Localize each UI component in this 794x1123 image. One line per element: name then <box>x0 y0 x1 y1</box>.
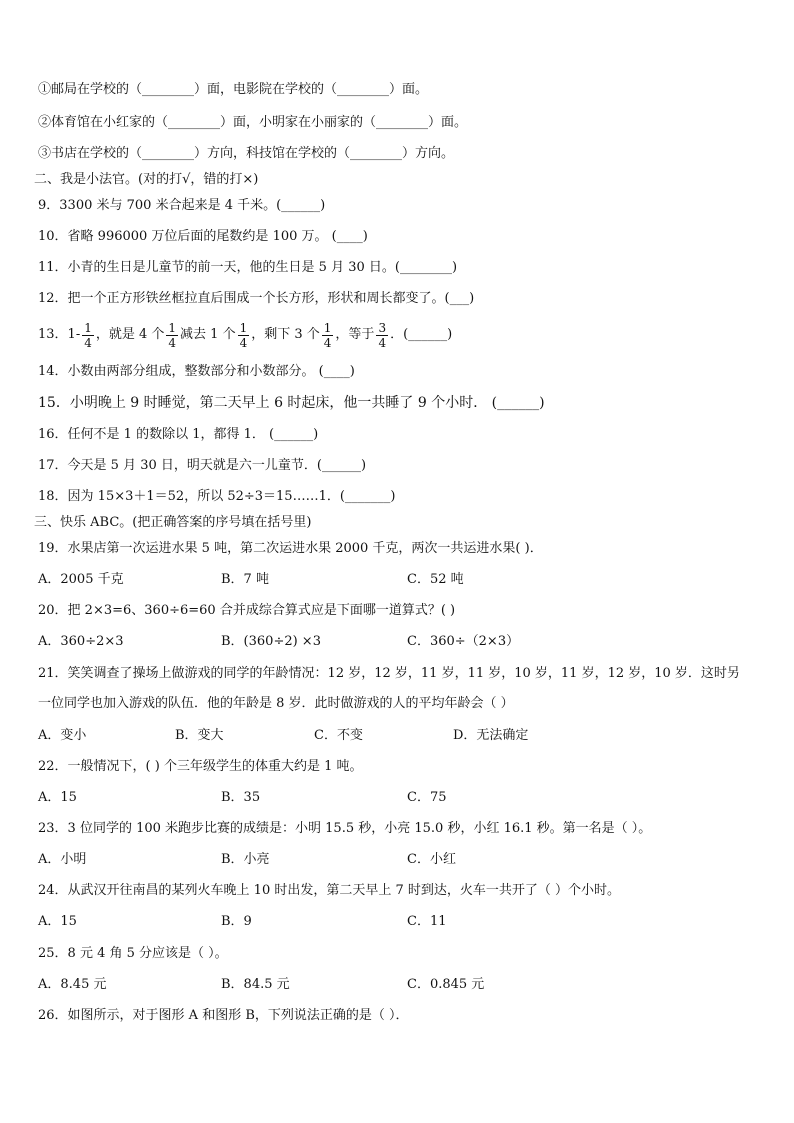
question-10: 10．省略 996000 万位后面的尾数约是 100 万。 (____) <box>38 229 368 244</box>
question-26: 26．如图所示，对于图形 A 和图形 B，下列说法正确的是（ ）． <box>38 1008 409 1023</box>
q20-option-a: A．360÷2×3 <box>38 634 124 649</box>
q21-option-a: A．变小 <box>38 728 87 743</box>
q23-option-b: B．小亮 <box>221 852 270 867</box>
question-9: 9．3300 米与 700 米合起来是 4 千米。(______) <box>38 198 326 213</box>
fraction-one-quarter: $\frac{1}{4}$ <box>239 320 248 350</box>
fraction-one-quarter: $\frac{1}{4}$ <box>84 320 92 350</box>
q20-option-c: C．360÷（2×3） <box>407 634 520 649</box>
fraction-one-quarter: $\frac{1}{4}$ <box>168 320 177 350</box>
q19-option-a: A．2005 千克 <box>38 572 124 587</box>
q21-option-b: B．变大 <box>175 728 224 743</box>
fraction-one-quarter: $\frac{1}{4}$ <box>323 320 332 350</box>
section-3-heading: 三、快乐 ABC。(把正确答案的序号填在括号里) <box>34 515 312 530</box>
question-12: 12．把一个正方形铁丝框拉直后围成一个长方形，形状和周长都变了。(___) <box>38 291 475 306</box>
q13-text-2: 减去 1 个 <box>180 327 236 342</box>
fraction-three-quarters: $\frac{3}{4}$ <box>378 320 387 350</box>
question-23: 23．3 位同学的 100 米跑步比赛的成绩是：小明 15.5 秒，小亮 15.0 秒，小红 16.1 秒。第一名是（ ）。 <box>38 821 652 836</box>
q22-option-a: A．15 <box>38 790 77 805</box>
question-11: 11．小青的生日是儿童节的前一天，他的生日是 5 月 30 日。(________) <box>38 260 458 275</box>
question-22: 22．一般情况下，( ) 个三年级学生的体重大约是 1 吨。 <box>38 759 363 774</box>
question-21-line-1: 21．笑笑调查了操场上做游戏的同学的年龄情况：12 岁，12 岁，11 岁，11 岁，10 岁，11 岁，12 岁，10 岁．这时另 <box>38 666 740 681</box>
q13-prefix: 13．1- <box>38 327 81 342</box>
q19-option-b: B．7 吨 <box>221 572 269 587</box>
q20-option-b: B．(360÷2) ×3 <box>221 634 321 649</box>
question-24: 24．从武汉开往南昌的某列火车晚上 10 时出发，第二天早上 7 时到达，火车一共开了（ ）个小时。 <box>38 883 621 898</box>
q22-option-b: B．35 <box>221 790 261 805</box>
question-21-line-2: 一位同学也加入游戏的队伍．他的年龄是 8 岁．此时做游戏的人的平均年龄会（ ） <box>38 696 514 711</box>
q21-option-d: D．无法确定 <box>453 728 529 743</box>
q22-option-c: C．75 <box>407 790 447 805</box>
q24-option-a: A．15 <box>38 914 77 929</box>
q25-option-a: A．8.45 元 <box>38 977 107 992</box>
direction-line-2: ②体育馆在小红家的（________）面，小明家在小丽家的（________）面。 <box>38 115 468 130</box>
q25-option-c: C．0.845 元 <box>407 977 485 992</box>
q24-option-b: B．9 <box>221 914 252 929</box>
question-17: 17．今天是 5 月 30 日，明天就是六一儿童节．(______) <box>38 458 367 473</box>
direction-line-1: ①邮局在学校的（________）面，电影院在学校的（________）面。 <box>38 82 429 97</box>
question-15: 15．小明晚上 9 时睡觉，第二天早上 6 时起床，他一共睡了 9 个小时． (______) <box>38 395 545 411</box>
q23-option-a: A．小明 <box>38 852 87 867</box>
q25-option-b: B．84.5 元 <box>221 977 290 992</box>
question-13 <box>38 318 452 352</box>
q19-option-c: C．52 吨 <box>407 572 464 587</box>
question-18: 18．因为 15×3＋1＝52，所以 52÷3＝15……1．(_______) <box>38 489 396 504</box>
question-20: 20．把 2×3=6、360÷6=60 合并成综合算式应是下面哪一道算式？( ) <box>38 603 456 618</box>
question-25: 25．8 元 4 角 5 分应该是（ ）。 <box>38 946 228 961</box>
question-14: 14．小数由两部分组成，整数部分和小数部分。 (____) <box>38 364 355 379</box>
q13-text-3: ，剩下 3 个 <box>251 327 320 342</box>
question-16: 16．任何不是 1 的数除以 1，都得 1． (______) <box>38 427 319 442</box>
direction-line-3: ③书店在学校的（________）方向，科技馆在学校的（________）方向。 <box>38 146 455 161</box>
q13-text-1: ，就是 4 个 <box>95 327 165 342</box>
question-19: 19．水果店第一次运进水果 5 吨，第二次运进水果 2000 千克，两次一共运进水果( )． <box>38 541 543 556</box>
q13-text-4: ，等于 <box>335 327 375 342</box>
q21-option-c: C．不变 <box>314 728 363 743</box>
q23-option-c: C．小红 <box>407 852 456 867</box>
q24-option-c: C．11 <box>407 914 447 929</box>
section-2-heading: 二、我是小法官。(对的打√，错的打×) <box>34 172 259 187</box>
q13-suffix: ．(______) <box>390 327 453 342</box>
